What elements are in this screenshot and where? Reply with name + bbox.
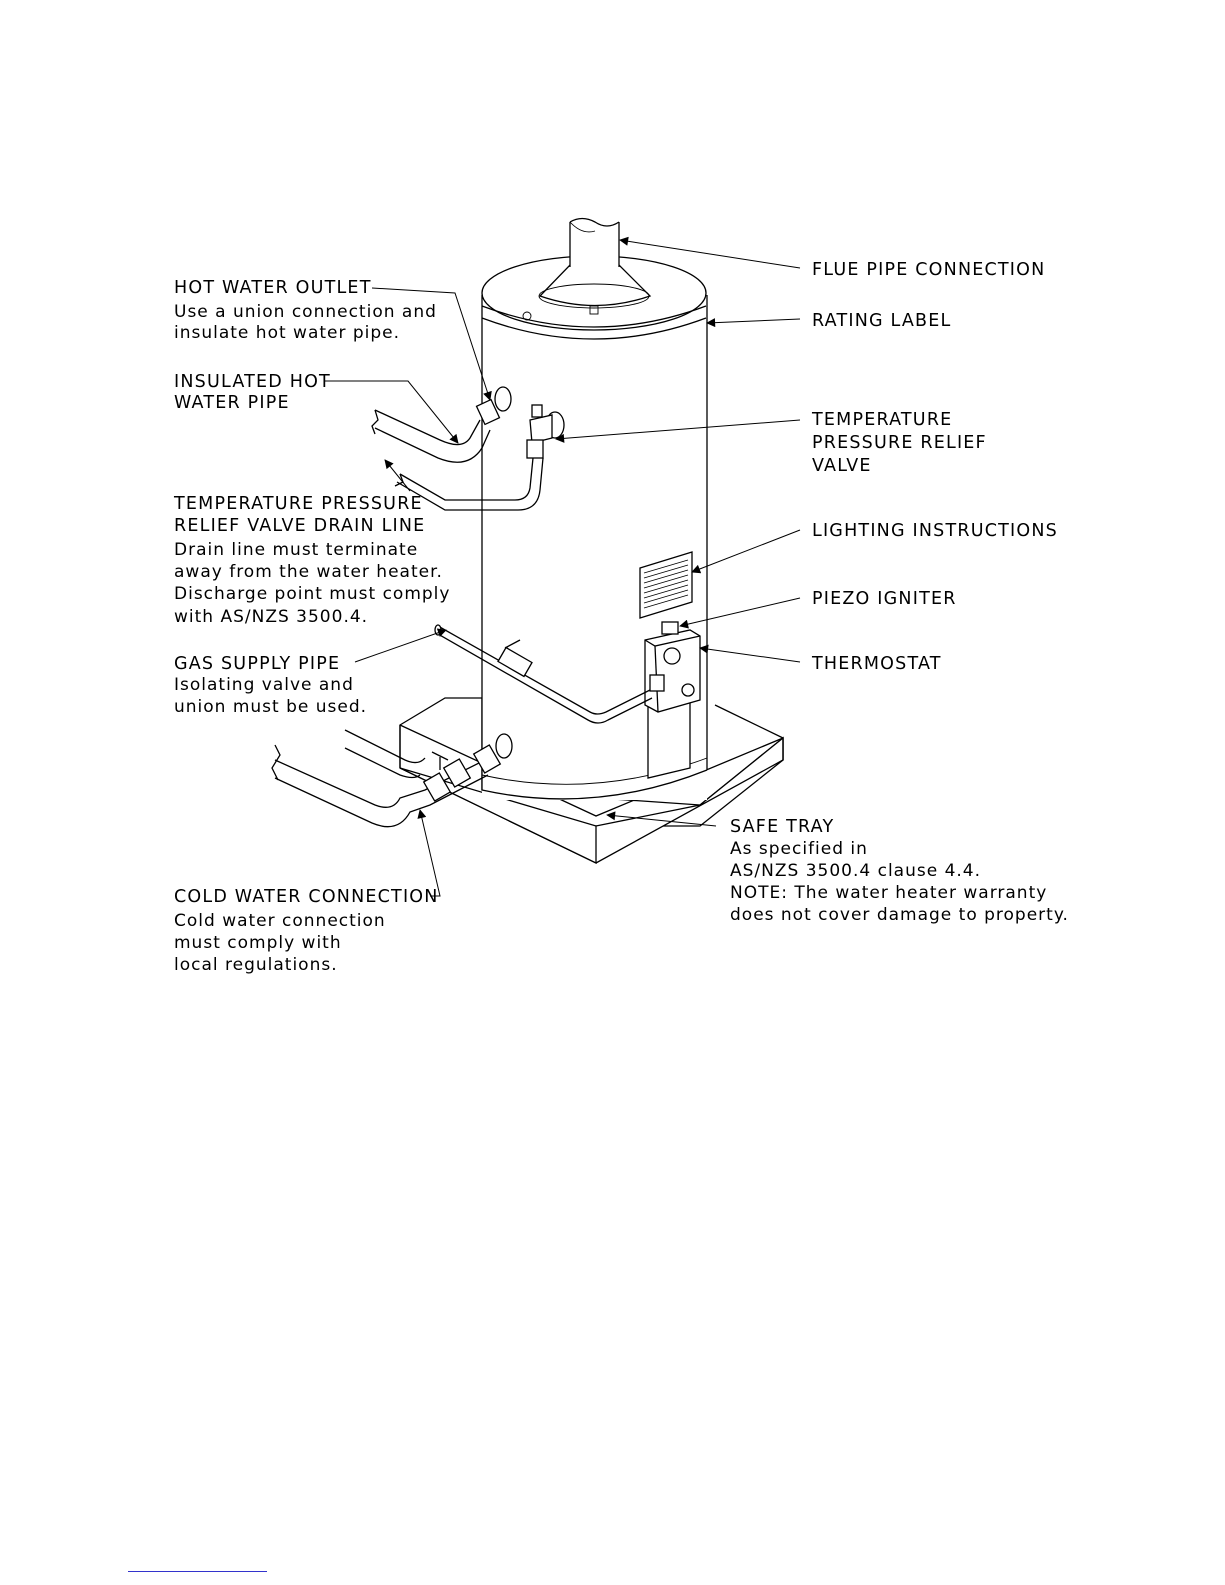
svg-text:must comply with: must comply with [174,933,342,953]
svg-text:Drain line must terminate: Drain line must terminate [174,540,419,560]
label-safe-tray [730,817,1069,925]
svg-text:FLUE PIPE CONNECTION: FLUE PIPE CONNECTION [812,260,1046,280]
svg-text:TEMPERATURE PRESSURE: TEMPERATURE PRESSURE [174,494,423,514]
svg-text:RELIEF VALVE DRAIN LINE: RELIEF VALVE DRAIN LINE [174,516,426,536]
svg-text:VALVE: VALVE [812,456,872,476]
label-cold-water [174,887,439,975]
label-tpr-valve [811,410,987,476]
svg-text:THERMOSTAT: THERMOSTAT [812,654,942,674]
svg-text:insulate hot water pipe.: insulate hot water pipe. [174,323,401,343]
label-gas-supply [174,654,367,717]
svg-text:away from the water heater.: away from the water heater. [174,562,443,582]
label-lighting [812,521,1058,541]
svg-text:Cold water connection: Cold water connection [174,911,386,931]
rating-label-arrow [707,319,800,323]
label-flue-pipe [812,260,1045,280]
svg-text:NOTE: The water heater warrant: NOTE: The water heater warranty [730,883,1048,903]
svg-text:HOT WATER OUTLET: HOT WATER OUTLET [174,278,372,298]
svg-text:INSULATED HOT: INSULATED HOT [174,372,331,392]
label-drain-line [173,494,450,627]
svg-text:with AS/NZS 3500.4.: with AS/NZS 3500.4. [174,607,369,627]
label-insulated-pipe [174,372,331,413]
cold-water-arrow [420,810,440,896]
gas-supply-arrow [355,630,446,662]
svg-text:local regulations.: local regulations. [174,955,338,975]
label-piezo [812,589,957,609]
label-rating [812,311,951,331]
svg-text:WATER PIPE: WATER PIPE [174,393,290,413]
svg-text:GAS SUPPLY PIPE: GAS SUPPLY PIPE [174,654,341,674]
svg-text:AS/NZS 3500.4 clause 4.4.: AS/NZS 3500.4 clause 4.4. [730,861,982,881]
label-hot-outlet [174,278,437,343]
svg-text:Use a union connection and: Use a union connection and [174,302,437,322]
svg-text:SAFE TRAY: SAFE TRAY [730,817,835,837]
label-thermostat [811,654,942,674]
svg-text:LIGHTING INSTRUCTIONS: LIGHTING INSTRUCTIONS [812,521,1058,541]
svg-text:does not cover damage to prope: does not cover damage to property. [730,905,1069,925]
svg-text:COLD WATER CONNECTION: COLD WATER CONNECTION [174,887,439,907]
footnote-rule [128,1571,267,1572]
svg-text:Isolating valve and: Isolating valve and [174,675,354,695]
svg-text:PRESSURE RELIEF: PRESSURE RELIEF [812,433,987,453]
lighting-arrow [692,530,800,572]
svg-text:As specified in: As specified in [730,839,868,859]
svg-text:union must be used.: union must be used. [174,697,368,717]
svg-text:Discharge point must comply: Discharge point must comply [174,584,451,604]
thermostat-arrow [700,648,800,662]
svg-text:PIEZO IGNITER: PIEZO IGNITER [812,589,957,609]
svg-text:RATING LABEL: RATING LABEL [812,311,952,331]
insulated-pipe-arrow [325,381,458,443]
svg-text:TEMPERATURE: TEMPERATURE [812,410,953,430]
drain-line-arrow [385,460,410,491]
